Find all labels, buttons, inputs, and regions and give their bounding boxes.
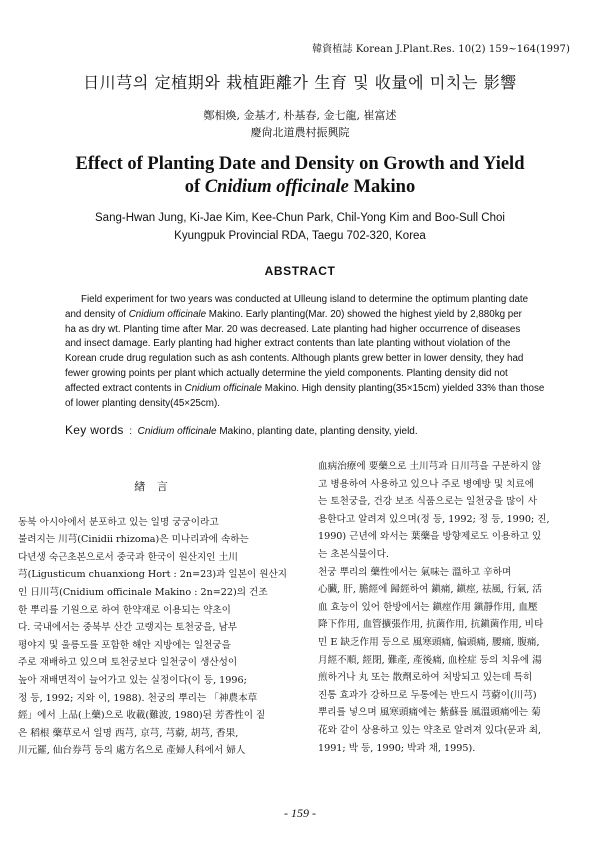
abstract-text: Makino. High density planting(35×15cm) yielded 33% than those — [261, 382, 545, 394]
intro-left-line: 불려지는 川芎(Cinidii rhizoma)은 미나리과에 속하는 — [18, 534, 249, 546]
introduction-right-text — [318, 458, 580, 757]
intro-right-line: 민 E 缺乏作用 등으로 風寒頭痛, 偏頭痛, 腰痛, 腹痛, — [318, 636, 540, 648]
abstract-line: Field experiment for two years was conducted at Ulleung island to determine the optimum planting date — [81, 294, 529, 305]
intro-left-line: 동북 아시아에서 분포하고 있는 일명 궁궁이라고 — [18, 516, 219, 528]
abstract-line: Korean crude drug regulation such as ash contents. Although plants grew better in lower density, they had — [65, 353, 524, 365]
abstract-text: affected extract contents in — [65, 382, 185, 394]
english-title-line-2 — [0, 176, 600, 199]
left-column — [18, 458, 288, 760]
intro-right-line: 血 효능이 있어 한방에서는 鎭痙作用 鎭靜作用, 血壓 — [318, 601, 538, 613]
intro-left-line: 다년생 숙근초본으로서 중국과 한국이 원산지인 土川 — [18, 551, 238, 563]
intro-right-line: 降下作用, 血管擴張作用, 抗菌作用, 抗鎭菌作用, 비타 — [318, 619, 544, 631]
intro-right-line: 花와 같이 상용하고 있는 약초로 알려져 있다(문과 최, — [318, 724, 542, 736]
intro-left-line: 한 뿌리를 기원으로 하여 한약재로 이용되는 약초이 — [18, 604, 231, 616]
intro-left-line: 芎(Ligusticum chuanxiong Hort : 2n=23)과 일본이 원산지 — [18, 569, 288, 581]
intro-right-line: 1991; 박 등, 1990; 박과 채, 1995). — [318, 742, 476, 754]
species-name: Cnidium officinale — [204, 177, 349, 197]
english-title-line-1: Effect of Planting Date and Density on Growth and Yield — [75, 154, 525, 174]
keywords-label: Key words — [65, 423, 124, 437]
intro-right-line: 는 초본식물이다. — [318, 548, 389, 560]
english-title-suffix: Makino — [348, 177, 416, 197]
intro-left-line: 川元羅, 仙台券芎 등의 處方名으로 產婦人科에서 婦人 — [18, 745, 246, 757]
keywords — [65, 423, 565, 437]
introduction-heading: 緖 言 — [134, 480, 172, 493]
intro-right-line: 는 토천궁을, 건강 보조 식품으로는 일천궁을 많이 사 — [318, 496, 538, 508]
intro-left-line: 經」에서 上品(上藥)으로 收載(難波, 1980)된 芳香性이 짙 — [18, 710, 266, 722]
intro-left-line: 평야지 및 울릉도를 포함한 해안 지방에는 일천궁을 — [18, 639, 231, 651]
intro-right-line: 心臟, 肝, 膽經에 歸經하여 鎭痛, 鎭痙, 祛風, 行氣, 活 — [318, 584, 542, 596]
introduction-left-text — [18, 514, 288, 760]
abstract-line: and insect damage. Early planting had higher extract contents than late planting without violation of the — [65, 338, 511, 350]
species-name: Cnidium officinale — [128, 308, 207, 320]
abstract-line — [65, 308, 550, 323]
abstract-body — [65, 293, 550, 411]
intro-right-line: 천궁 뿌리의 藥性에서는 氣味는 溫하고 辛하며 — [318, 566, 512, 578]
english-title-prefix: of — [184, 177, 205, 197]
journal-reference: 韓資植誌 Korean J.Plant.Res. 10(2) 159~164(1997) — [312, 44, 570, 55]
intro-right-line: 煎하거나 丸 또는 散劑로하여 처방되고 있는데 특히 — [318, 672, 533, 684]
english-authors: Sang-Hwan Jung, Ki-Jae Kim, Kee-Chun Park, Chil-Yong Kim and Boo-Sull Choi — [95, 212, 505, 224]
intro-left-line: 높아 재배면적이 늘어가고 있는 실정이다(이 등, 1996; — [18, 674, 247, 686]
species-name: Cnidium officinale — [184, 382, 262, 394]
keywords-separator: : — [129, 426, 133, 437]
korean-authors: 鄭相煥, 金基才, 朴基春, 金七龍, 崔富述 — [203, 109, 397, 122]
keywords-list: Makino, planting date, planting density, yield. — [216, 426, 418, 437]
abstract-line: fewer growing points per plant which actually determine the yield components. Planting density did not — [65, 367, 508, 379]
abstract-line: ha as dry wt. Planting time after Mar. 20 was decreased. Late planting had higher occurrence of diseases — [65, 323, 521, 335]
intro-left-line: 정 등, 1992; 지와 이, 1988). 천궁의 뿌리는 「神農本草 — [18, 692, 258, 704]
abstract-line — [65, 382, 550, 397]
intro-right-line: 뿌리를 넣으며 風寒頭痛에는 紫蘇를 風溫頭痛에는 菊 — [318, 707, 541, 719]
english-title — [0, 153, 600, 199]
intro-right-line: 용한다고 알려져 있으며(정 등, 1992; 정 등, 1990; 진, — [318, 513, 550, 525]
korean-title: 日川芎의 定植期와 栽植距離가 生育 및 收量에 미치는 影響 — [83, 73, 517, 92]
intro-right-line: 진통 효과가 강하므로 두통에는 반드시 芎藭이(川芎) — [318, 689, 537, 701]
intro-left-line: 주로 재배하고 있으며 토천궁보다 일천궁이 생산성이 — [18, 657, 238, 669]
abstract-text: Makino. Early planting(Mar. 20) showed the highest yield by 2,880kg per — [206, 308, 522, 320]
keywords-species: Cnidium officinale — [137, 426, 217, 437]
intro-right-line: 고 병용하여 사용하고 있으나 주로 병예방 및 치료에 — [318, 478, 534, 490]
right-column — [318, 458, 580, 757]
intro-left-line: 인 日川芎(Cnidium officinale Makino : 2n=22)의 건조 — [18, 586, 268, 598]
intro-right-line: 1990) 근년에 와서는 葉藥을 방향제로도 이용하고 있 — [318, 531, 542, 543]
intro-right-line: 血病治療에 要藥으로 土川芎과 日川芎을 구분하지 않 — [318, 461, 542, 472]
page-number: - 159 - — [284, 806, 316, 820]
abstract-line: of lower planting density(45×25cm). — [65, 397, 220, 409]
korean-affiliation: 慶尙北道農村振興院 — [250, 126, 350, 139]
abstract-heading: ABSTRACT — [264, 264, 336, 278]
intro-left-line: 은 稻根 藥草로서 일명 西芎, 京芎, 芎藭, 胡芎, 香果, — [18, 727, 239, 739]
intro-left-line: 다. 국내에서는 중북부 산간 고랭지는 토천궁을, 남부 — [18, 622, 238, 634]
intro-right-line: 月經不順, 經閉, 難產, 產後痛, 血栓症 등의 치유에 湯 — [318, 654, 542, 666]
abstract-text: and density of — [65, 308, 129, 320]
english-affiliation: Kyungpuk Provincial RDA, Taegu 702-320, Korea — [174, 230, 426, 242]
